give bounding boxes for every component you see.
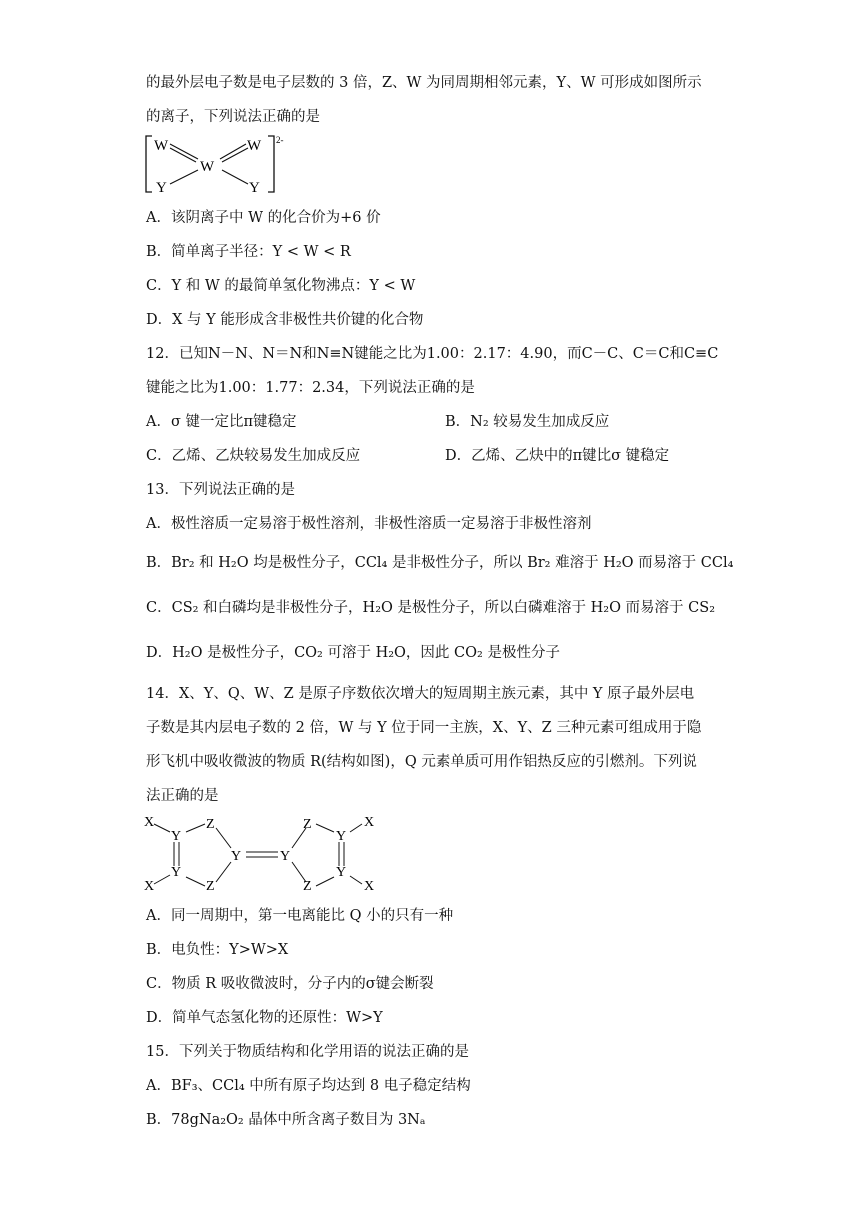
q12-stem-line1: 12．已知N－N、N＝N和N≡N键能之比为1.00：2.17：4.90，而C－C、C＝C和C≡C: [146, 346, 719, 362]
q15-option-a: A．BF₃、CCl₄ 中所有原子均达到 8 电子稳定结构: [146, 1078, 471, 1094]
atom-label: Y: [171, 829, 182, 844]
q11-option-c: C．Y 和 W 的最简单氢化物沸点：Y < W: [146, 278, 416, 294]
atom-label: Y: [280, 849, 291, 864]
atom-label: Z: [206, 817, 215, 832]
atom-label: Y: [156, 180, 167, 196]
ion-charge: 2-: [276, 135, 284, 145]
q15-option-b: B．78gNa₂O₂ 晶体中所含离子数目为 3Nₐ: [146, 1112, 426, 1128]
atom-label: Y: [231, 849, 242, 864]
atom-label: Y: [336, 865, 347, 880]
q14-molecule-r-figure: [140, 810, 390, 900]
q11-stem-line1: 的最外层电子数是电子层数的 3 倍，Z、W 为同周期相邻元素，Y、W 可形成如图所示: [146, 75, 702, 91]
q11-option-a: A．该阴离子中 W 的化合价为+6 价: [146, 210, 381, 226]
atom-label: Z: [303, 879, 312, 894]
q14-stem-line4: 法正确的是: [146, 788, 219, 804]
q12-option-a: A．σ 键一定比π键稳定: [146, 414, 297, 430]
atom-label: W: [247, 138, 262, 154]
q12-option-c: C．乙烯、乙炔较易发生加成反应: [146, 448, 361, 464]
q14-stem-line2: 子数是其内层电子数的 2 倍，W 与 Y 位于同一主族，X、Y、Z 三种元素可组成用于隐: [146, 720, 702, 736]
atom-label: Y: [336, 829, 347, 844]
q14-stem-line1: 14．X、Y、Q、W、Z 是原子序数依次增大的短周期主族元素，其中 Y 原子最外层电: [146, 686, 695, 702]
atom-label: W: [200, 159, 215, 175]
q14-option-b: B．电负性：Y>W>X: [146, 942, 289, 958]
q11-option-d: D．X 与 Y 能形成含非极性共价键的化合物: [146, 312, 424, 328]
atom-label: Y: [249, 180, 260, 196]
q15-stem: 15．下列关于物质结构和化学用语的说法正确的是: [146, 1044, 469, 1060]
q13-option-a: A．极性溶质一定易溶于极性溶剂，非极性溶质一定易溶于非极性溶剂: [146, 516, 592, 532]
q12-stem-line2: 键能之比为1.00：1.77：2.34，下列说法正确的是: [146, 380, 475, 396]
atom-label: X: [144, 815, 155, 830]
q14-option-a: A．同一周期中，第一电离能比 Q 小的只有一种: [146, 908, 454, 924]
atom-label: X: [364, 815, 375, 830]
q13-option-c: C．CS₂ 和白磷均是非极性分子，H₂O 是极性分子，所以白磷难溶于 H₂O 而易溶于 CS₂: [146, 600, 716, 616]
q13-option-d: D．H₂O 是极性分子，CO₂ 可溶于 H₂O，因此 CO₂ 是极性分子: [146, 645, 560, 661]
q14-stem-line3: 形飞机中吸收微波的物质 R(结构如图)，Q 元素单质可用作铝热反应的引燃剂。下列说: [146, 754, 697, 770]
q12-option-d: D．乙烯、乙炔中的π键比σ 键稳定: [445, 448, 670, 464]
q11-ion-structure-figure: [140, 130, 290, 200]
atom-label: X: [364, 879, 375, 894]
q14-option-c: C．物质 R 吸收微波时，分子内的σ键会断裂: [146, 976, 434, 992]
q13-option-b: B．Br₂ 和 H₂O 均是极性分子，CCl₄ 是非极性分子，所以 Br₂ 难溶于 H₂O 而易溶于 CCl₄: [146, 555, 734, 571]
atom-label: Y: [171, 865, 182, 880]
q11-option-b: B．简单离子半径：Y < W < R: [146, 244, 351, 260]
atom-label: Z: [206, 879, 215, 894]
atom-label: Z: [303, 817, 312, 832]
q11-stem-line2: 的离子，下列说法正确的是: [146, 109, 320, 125]
q12-option-b: B．N₂ 较易发生加成反应: [445, 414, 610, 430]
atom-label: X: [144, 879, 155, 894]
q14-option-d: D．简单气态氢化物的还原性：W>Y: [146, 1010, 383, 1026]
atom-label: W: [154, 138, 169, 154]
q13-stem: 13．下列说法正确的是: [146, 482, 295, 498]
